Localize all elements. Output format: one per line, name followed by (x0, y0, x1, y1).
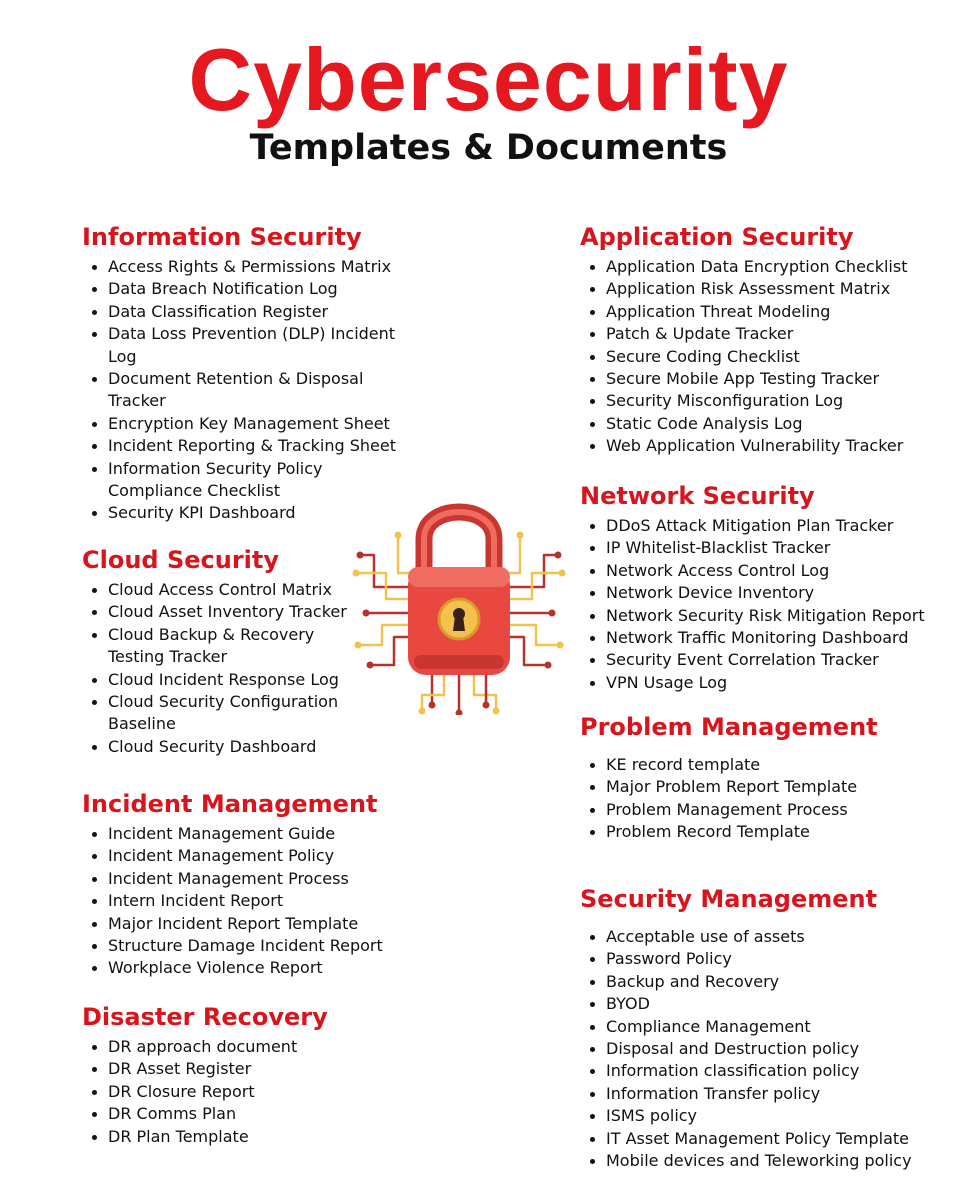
list-item: Application Risk Assessment Matrix (606, 278, 920, 300)
section-heading: Problem Management (580, 713, 878, 741)
list-item: Security KPI Dashboard (108, 502, 402, 524)
list-item: Compliance Management (606, 1016, 940, 1038)
list-item: Access Rights & Permissions Matrix (108, 256, 402, 278)
list-item: DR approach document (108, 1036, 402, 1058)
section-heading: Security Management (580, 885, 878, 913)
list-item: Network Traffic Monitoring Dashboard (606, 627, 940, 649)
list-item: Cloud Asset Inventory Tracker (108, 601, 362, 623)
section-security-management (580, 884, 940, 1172)
list-item: DDoS Attack Mitigation Plan Tracker (606, 515, 940, 537)
section-heading: Cloud Security (82, 546, 280, 574)
list-item: DR Comms Plan (108, 1103, 402, 1125)
list-item: DR Plan Template (108, 1126, 402, 1148)
list-item: Disposal and Destruction policy (606, 1038, 940, 1060)
list-item: Intern Incident Report (108, 890, 402, 912)
list-item: Password Policy (606, 948, 940, 970)
section-incident-management (82, 789, 402, 980)
list-item: VPN Usage Log (606, 672, 940, 694)
section-problem-management (580, 712, 920, 844)
section-application-security (580, 222, 920, 458)
list-item: Incident Management Guide (108, 823, 402, 845)
list-item: KE record template (606, 754, 920, 776)
item-list (82, 823, 402, 980)
list-item: Document Retention & Disposal Tracker (108, 368, 402, 413)
list-item: Cloud Backup & Recovery Testing Tracker (108, 624, 362, 669)
list-item: Workplace Violence Report (108, 957, 402, 979)
section-disaster-recovery (82, 1002, 402, 1148)
list-item: Incident Management Process (108, 868, 402, 890)
list-item: DR Closure Report (108, 1081, 402, 1103)
list-item: Mobile devices and Teleworking policy (606, 1150, 940, 1172)
list-item: Application Threat Modeling (606, 301, 920, 323)
list-item: Security Misconfiguration Log (606, 390, 920, 412)
list-item: Incident Reporting & Tracking Sheet (108, 435, 402, 457)
list-item: Cloud Incident Response Log (108, 669, 362, 691)
list-item: Patch & Update Tracker (606, 323, 920, 345)
list-item: Network Device Inventory (606, 582, 940, 604)
list-item: Network Security Risk Mitigation Report (606, 605, 940, 627)
list-item: Information Transfer policy (606, 1083, 940, 1105)
list-item: Cloud Access Control Matrix (108, 579, 362, 601)
section-heading: Network Security (580, 482, 815, 510)
item-list (580, 515, 940, 694)
section-heading: Information Security (82, 223, 362, 251)
list-item: Secure Mobile App Testing Tracker (606, 368, 920, 390)
list-item: Major Problem Report Template (606, 776, 920, 798)
item-list (82, 256, 402, 525)
list-item: Structure Damage Incident Report (108, 935, 402, 957)
section-heading: Application Security (580, 223, 854, 251)
page-title: Cybersecurity (188, 30, 789, 129)
section-information-security (82, 222, 402, 525)
list-item: Incident Management Policy (108, 845, 402, 867)
list-item: Data Classification Register (108, 301, 402, 323)
list-item: Cloud Security Dashboard (108, 736, 362, 758)
page-subtitle: Templates & Documents (249, 128, 728, 168)
list-item: Problem Management Process (606, 799, 920, 821)
item-list (580, 926, 940, 1172)
list-item: IT Asset Management Policy Template (606, 1128, 940, 1150)
list-item: Encryption Key Management Sheet (108, 413, 402, 435)
list-item: DR Asset Register (108, 1058, 402, 1080)
list-item: Network Access Control Log (606, 560, 940, 582)
list-item: Security Event Correlation Tracker (606, 649, 940, 671)
list-item: Problem Record Template (606, 821, 920, 843)
list-item: ISMS policy (606, 1105, 940, 1127)
list-item: Static Code Analysis Log (606, 413, 920, 435)
list-item: Secure Coding Checklist (606, 346, 920, 368)
list-item: Data Breach Notification Log (108, 278, 402, 300)
section-cloud-security (82, 545, 362, 758)
section-heading: Incident Management (82, 790, 378, 818)
item-list (82, 579, 362, 758)
padlock-circuit-icon (352, 495, 566, 715)
list-item: Major Incident Report Template (108, 913, 402, 935)
item-list (82, 1036, 402, 1148)
list-item: BYOD (606, 993, 940, 1015)
section-heading: Disaster Recovery (82, 1003, 328, 1031)
list-item: Information classification policy (606, 1060, 940, 1082)
list-item: Acceptable use of assets (606, 926, 940, 948)
item-list (580, 256, 920, 458)
list-item: Data Loss Prevention (DLP) Incident Log (108, 323, 402, 368)
list-item: Information Security Policy Compliance Checklist (108, 458, 402, 503)
list-item: Backup and Recovery (606, 971, 940, 993)
section-network-security (580, 481, 940, 694)
list-item: IP Whitelist-Blacklist Tracker (606, 537, 940, 559)
item-list (580, 754, 920, 844)
list-item: Web Application Vulnerability Tracker (606, 435, 920, 457)
list-item: Application Data Encryption Checklist (606, 256, 920, 278)
list-item: Cloud Security Configuration Baseline (108, 691, 362, 736)
